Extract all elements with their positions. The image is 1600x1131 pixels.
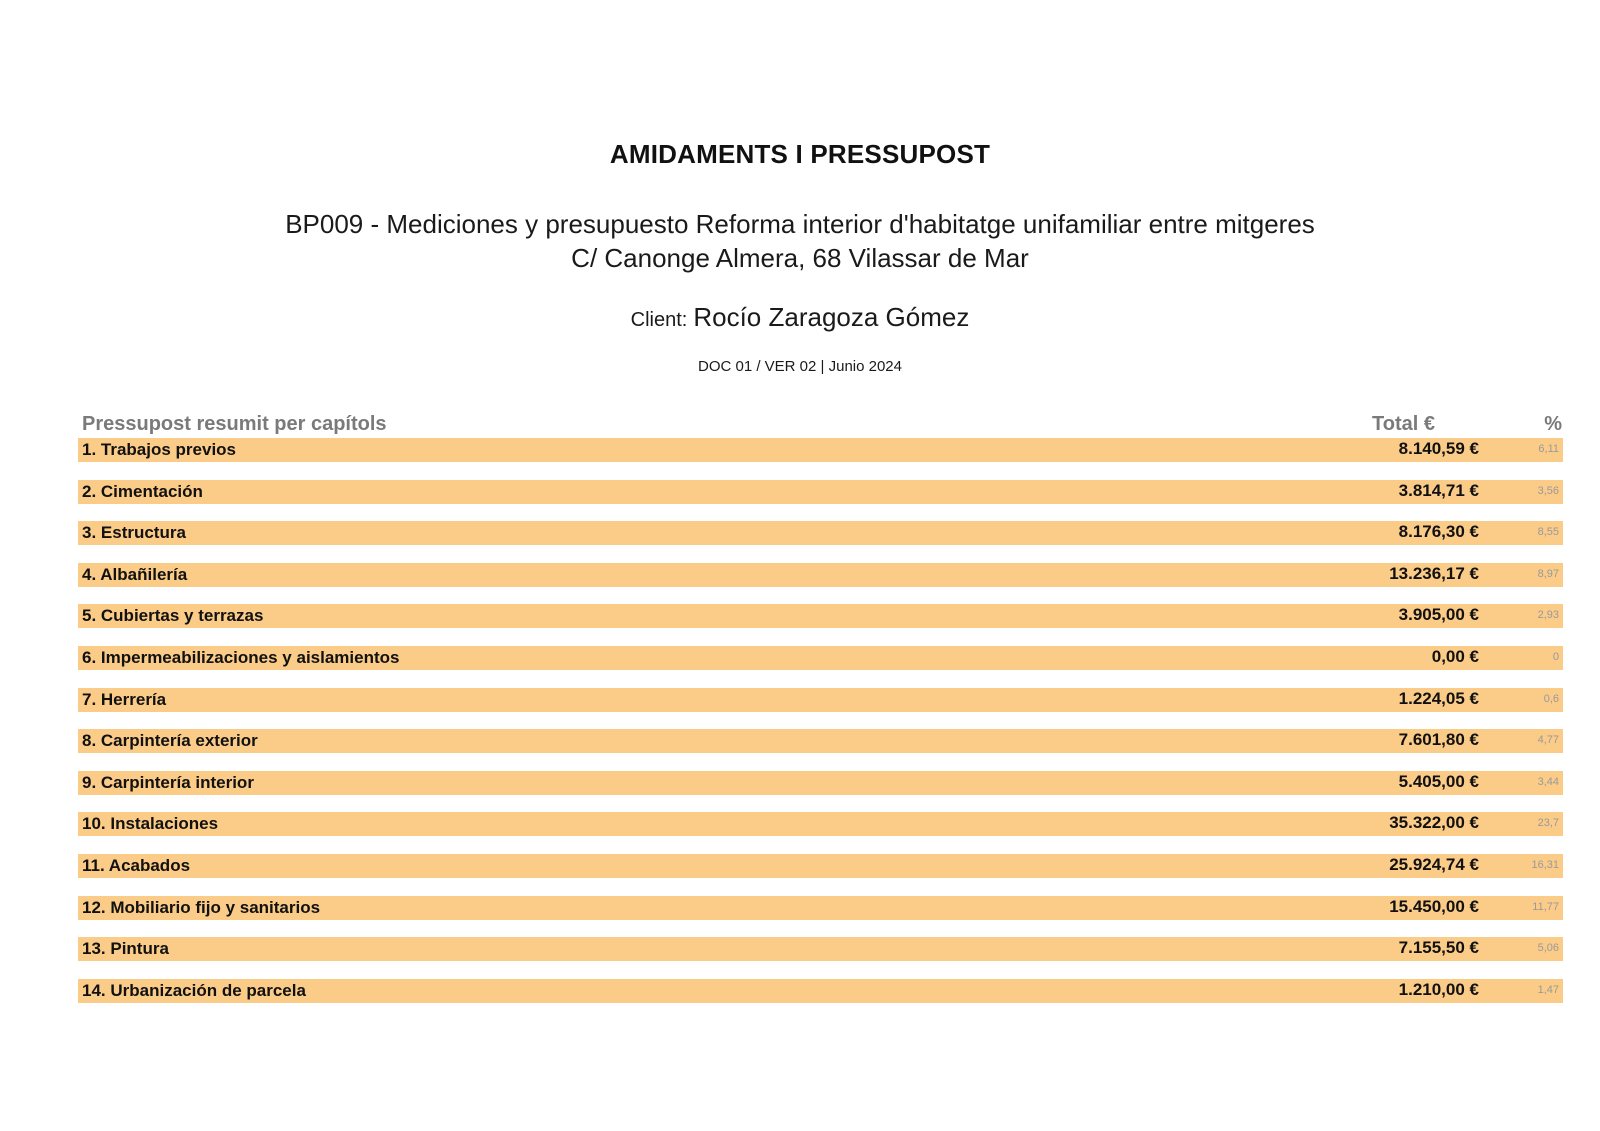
chapter-label: 12. Mobiliario fijo y sanitarios [82,897,321,917]
project-description: BP009 - Mediciones y presupuesto Reforma interior d'habitatge unifamiliar entre mitgeres [285,209,1315,239]
chapter-percent: 4,77 [1537,734,1559,747]
chapter-percent: 16,31 [1531,858,1559,871]
chapter-percent: 0,6 [1543,692,1559,705]
chapter-row [78,812,1563,836]
header-total-label: Total € [1372,413,1435,435]
chapter-total: 8.176,30 € [1398,522,1479,542]
chapter-row [78,896,1563,920]
chapter-total: 3.814,71 € [1398,480,1479,500]
chapter-total: 15.450,00 € [1389,896,1479,916]
chapter-percent: 23,7 [1537,817,1559,830]
chapter-percent: 3,44 [1537,775,1559,788]
client-label: Client: [630,309,688,331]
chapter-label: 3. Estructura [82,523,186,543]
chapter-row [78,604,1563,628]
chapter-label: 8. Carpintería exterior [82,731,258,751]
document-title: AMIDAMENTS I PRESSUPOST [609,139,991,169]
chapter-label: 14. Urbanización de parcela [82,980,306,1000]
chapter-percent: 2,93 [1537,609,1559,622]
chapter-label: 13. Pintura [82,939,169,959]
chapter-percent: 6,11 [1538,443,1559,455]
chapter-row [78,646,1563,670]
chapter-row [78,521,1563,545]
chapter-row [78,480,1563,504]
chapter-row [78,729,1563,753]
header-chapters-label: Pressupost resumit per capítols [82,413,387,435]
project-address: C/ Canonge Almera, 68 Vilassar de Mar [571,243,1029,273]
client-name: Rocío Zaragoza Gómez [693,302,970,332]
chapter-total: 1.210,00 € [1398,979,1479,999]
chapter-label: 7. Herrería [82,689,167,709]
chapter-percent: 8,97 [1537,567,1559,580]
chapter-row [78,771,1563,795]
chapter-row [78,688,1563,712]
budget-chapters-list [78,438,1563,1020]
document-reference: DOC 01 / VER 02 | Junio 2024 [697,358,902,375]
chapter-percent: 1,47 [1537,983,1559,996]
chapter-label: 11. Acabados [82,855,191,875]
chapter-total: 13.236,17 € [1389,563,1479,583]
chapter-label: 5. Cubiertas y terrazas [82,606,264,626]
chapter-percent: 5,06 [1537,942,1559,955]
chapter-percent: 11,77 [1532,900,1559,913]
chapter-label: 10. Instalaciones [82,814,219,834]
chapter-total: 5.405,00 € [1398,771,1479,791]
chapter-row [78,854,1563,878]
header-percent-label: % [1544,413,1562,435]
chapter-row [78,979,1563,1003]
budget-table-header [82,413,1562,437]
chapter-percent: 0 [1552,650,1559,663]
chapter-total: 7.601,80 € [1398,730,1479,750]
chapter-label: 2. Cimentación [82,481,203,501]
chapter-total: 7.155,50 € [1398,938,1479,958]
chapter-row [78,438,1563,462]
chapter-row [78,937,1563,961]
chapter-total: 0,00 € [1431,646,1479,666]
client-line [0,302,1600,333]
chapter-label: 4. Albañilería [82,564,188,584]
chapter-label: 9. Carpintería interior [82,772,254,792]
chapter-total: 3.905,00 € [1398,605,1479,625]
chapter-total: 1.224,05 € [1398,688,1479,708]
chapter-total: 8.140,59 € [1398,439,1479,458]
chapter-label: 6. Impermeabilizaciones y aislamientos [82,647,400,667]
chapter-label: 1. Trabajos previos [82,440,237,459]
chapter-total: 35.322,00 € [1389,813,1479,833]
chapter-percent: 3,56 [1537,484,1559,497]
chapter-row [78,563,1563,587]
chapter-percent: 8,55 [1537,526,1559,539]
chapter-total: 25.924,74 € [1389,854,1479,874]
